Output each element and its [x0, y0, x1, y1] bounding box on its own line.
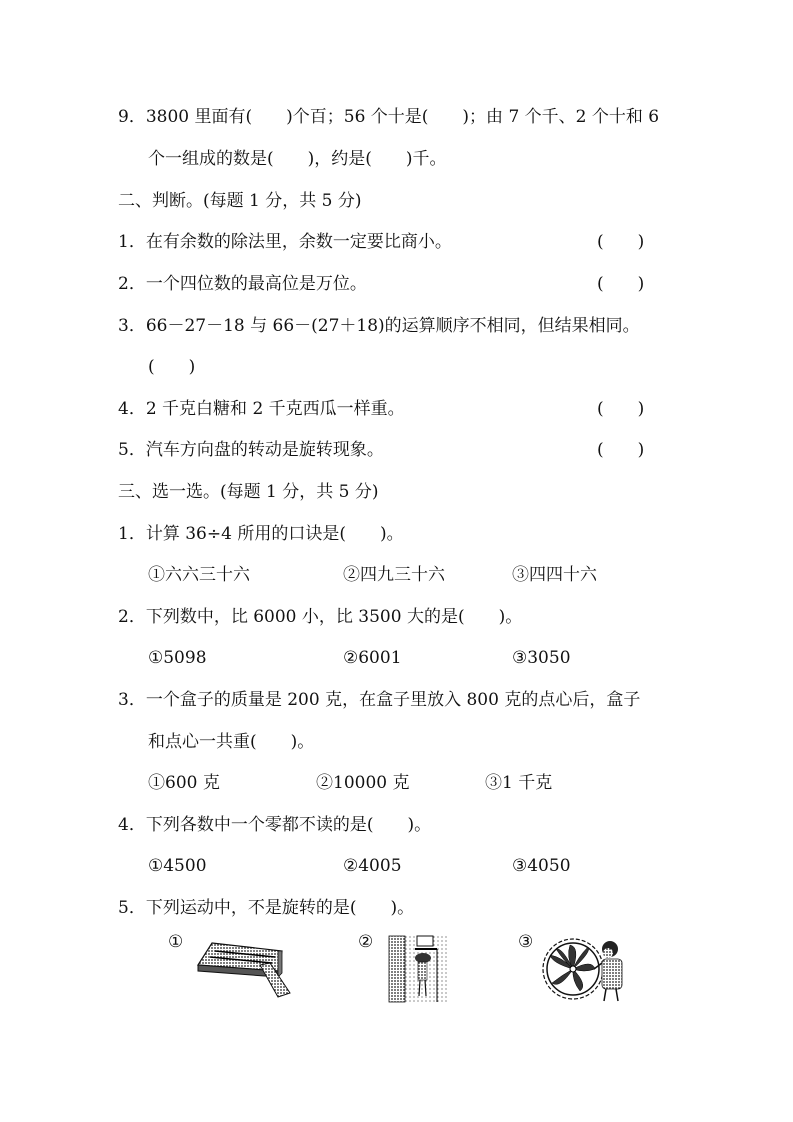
- q9-line1: 9．3800 里面有( )个百；56 个十是( )；由 7 个千、2 个十和 6: [118, 107, 660, 127]
- judge-q1-answer-blank[interactable]: ( ): [597, 232, 645, 252]
- choice-q3-option-1[interactable]: ①600 克: [148, 773, 220, 793]
- judge-q3-answer-blank[interactable]: ( ): [148, 357, 196, 377]
- choice-q4-option-3[interactable]: ③4050: [512, 856, 571, 876]
- elevator-door-icon[interactable]: [385, 932, 450, 1006]
- judge-q2: 2．一个四位数的最高位是万位。: [118, 274, 367, 294]
- choice-q3-option-2[interactable]: ②10000 克: [316, 773, 410, 793]
- choice-q4-option-1[interactable]: ①4500: [148, 856, 207, 876]
- electric-fan-icon[interactable]: [540, 933, 635, 1005]
- choice-q5-picture-3-label[interactable]: ③: [518, 932, 534, 952]
- choice-q3: 3．一个盒子的质量是 200 克，在盒子里放入 800 克的点心后，盒子: [118, 690, 641, 710]
- choice-q2-option-3[interactable]: ③3050: [512, 648, 571, 668]
- choice-q2-option-2[interactable]: ②6001: [343, 648, 402, 668]
- q9-line2: 个一组成的数是( )，约是( )千。: [148, 149, 447, 169]
- judge-q4: 4．2 千克白糖和 2 千克西瓜一样重。: [118, 399, 405, 419]
- abacus-slide-icon[interactable]: [190, 935, 305, 1005]
- choice-q5: 5．下列运动中，不是旋转的是( )。: [118, 898, 415, 918]
- choice-q2-option-1[interactable]: ①5098: [148, 648, 207, 668]
- choice-q1-option-2[interactable]: ②四九三十六: [343, 565, 445, 585]
- choice-q4: 4．下列各数中一个零都不读的是( )。: [118, 815, 432, 835]
- judge-q5-answer-blank[interactable]: ( ): [597, 440, 645, 460]
- part2-heading: 二、判断。(每题 1 分，共 5 分): [118, 191, 362, 211]
- choice-q4-option-2[interactable]: ②4005: [343, 856, 402, 876]
- judge-q3: 3．66－27－18 与 66－(27＋18)的运算顺序不相同，但结果相同。: [118, 316, 640, 336]
- choice-q1-option-1[interactable]: ①六六三十六: [148, 565, 250, 585]
- choice-q2: 2．下列数中，比 6000 小，比 3500 大的是( )。: [118, 607, 523, 627]
- judge-q1: 1．在有余数的除法里，余数一定要比商小。: [118, 232, 452, 252]
- part3-heading: 三、选一选。(每题 1 分，共 5 分): [118, 482, 379, 502]
- choice-q3-option-3[interactable]: ③1 千克: [485, 773, 553, 793]
- choice-q1: 1．计算 36÷4 所用的口诀是( )。: [118, 524, 404, 544]
- judge-q4-answer-blank[interactable]: ( ): [597, 399, 645, 419]
- choice-q5-picture-2-label[interactable]: ②: [358, 932, 374, 952]
- judge-q5: 5．汽车方向盘的转动是旋转现象。: [118, 440, 384, 460]
- choice-q5-picture-1-label[interactable]: ①: [168, 932, 184, 952]
- choice-q1-option-3[interactable]: ③四四十六: [512, 565, 597, 585]
- choice-q3-line2: 和点心一共重( )。: [148, 732, 315, 752]
- judge-q2-answer-blank[interactable]: ( ): [597, 274, 645, 294]
